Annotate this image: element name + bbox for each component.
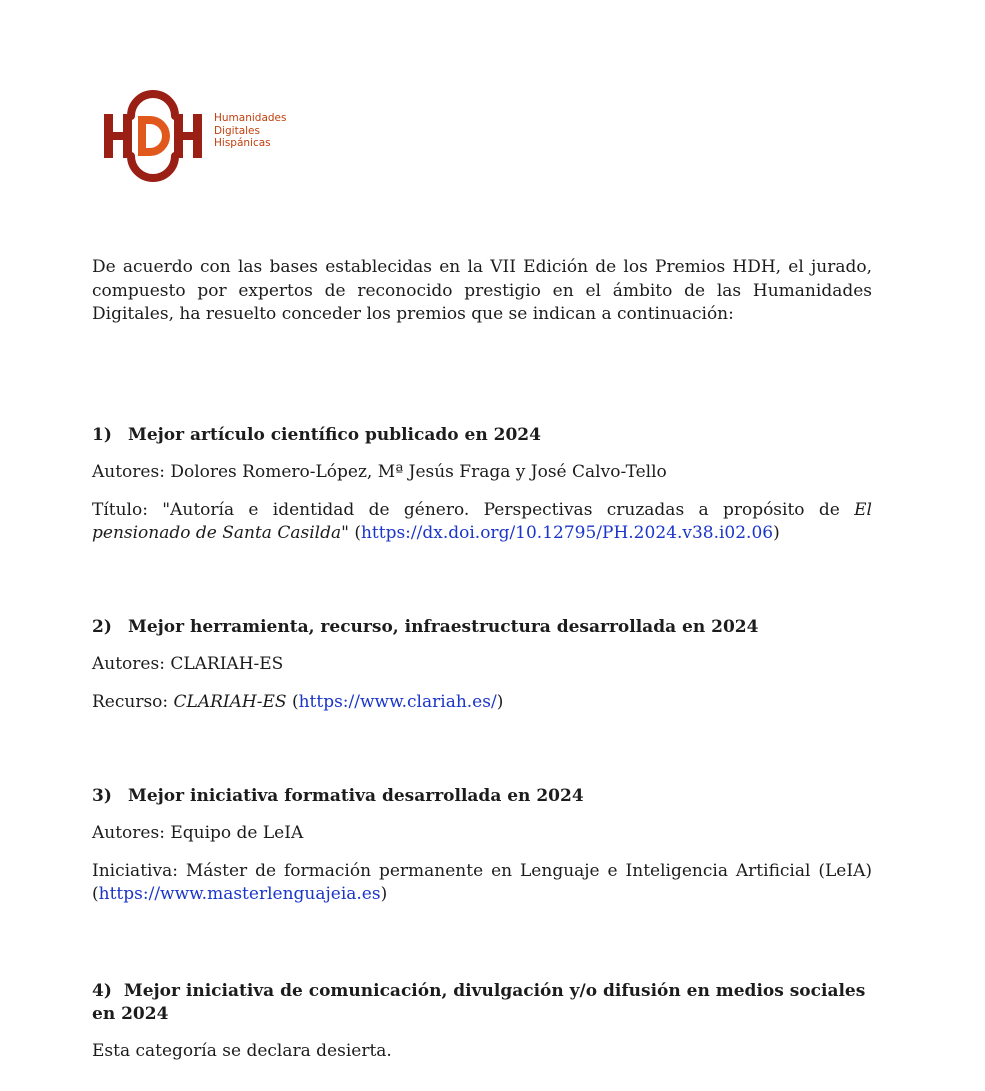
logo-line-3: Hispánicas <box>214 137 271 149</box>
section-number: 1) <box>92 425 112 445</box>
award-section-3 <box>92 785 872 907</box>
section-item <box>92 860 872 907</box>
item-text: "Autoría e identidad de género. Perspectivas cruzadas a propósito de <box>162 499 855 520</box>
intro-paragraph: De acuerdo con las bases establecidas en la VII Edición de los Premios HDH, el jurado, compuesto por expertos de reconocido prestigio en el ámbito de las Humanidades Digitales, ha resuelto conceder los premios que se indican a continuación: <box>92 257 872 324</box>
item-italic-title: El pensionado de Santa Casilda" <box>92 499 872 543</box>
section-item <box>92 691 872 715</box>
close-paren: ) <box>773 523 780 543</box>
section-authors: Autores: Equipo de LeIA <box>92 823 304 843</box>
open-paren: ( <box>348 523 361 543</box>
logo-top-arc <box>131 94 175 116</box>
logo-h-left-bar <box>104 132 132 140</box>
section-number: 3) <box>92 786 112 806</box>
logo-d-letter <box>138 116 170 156</box>
section-heading <box>92 424 872 447</box>
logo-line-2: Digitales <box>214 124 260 137</box>
section-heading <box>92 785 872 808</box>
section-title: Mejor herramienta, recurso, infraestructura desarrollada en 2024 <box>128 617 759 637</box>
item-label: Título: <box>92 499 163 520</box>
logo-bottom-arc <box>131 156 175 178</box>
section-authors: Autores: Dolores Romero-López, Mª Jesús Fraga y José Calvo-Tello <box>92 462 667 482</box>
section-heading <box>92 616 872 639</box>
section-result: Esta categoría se declara desierta. <box>92 1041 392 1061</box>
doi-link[interactable]: https://dx.doi.org/10.12795/PH.2024.v38.i02.06 <box>360 523 774 543</box>
section-title: Mejor iniciativa formativa desarrollada en 2024 <box>128 786 584 806</box>
item-text: Máster de formación permanente en Lenguaje e Inteligencia Artificial (LeIA) ( <box>92 860 872 904</box>
close-paren: ) <box>496 691 504 712</box>
section-number: 4) <box>92 981 112 1001</box>
award-section-4 <box>92 980 872 1064</box>
hdh-logo <box>98 80 318 190</box>
close-paren: ) <box>380 884 388 904</box>
section-item <box>92 499 872 546</box>
section-title: Mejor iniciativa de comunicación, divulgación y/o difusión en medios sociales en 2024 <box>92 981 866 1024</box>
logo-wordmark <box>214 112 286 150</box>
logo-line-1: Humanidades <box>214 112 287 124</box>
logo-h-right-bar <box>174 132 202 140</box>
section-title: Mejor artículo científico publicado en 2024 <box>128 425 541 445</box>
item-italic-title: CLARIAH-ES <box>173 691 287 712</box>
section-number: 2) <box>92 617 112 637</box>
hdh-logo-mark <box>98 80 208 190</box>
award-section-2 <box>92 616 872 714</box>
section-heading <box>92 980 872 1026</box>
open-paren: ( <box>286 691 299 712</box>
section-authors: Autores: CLARIAH-ES <box>92 654 284 674</box>
clariah-link[interactable]: https://www.clariah.es/ <box>298 691 497 712</box>
award-section-1 <box>92 424 872 546</box>
item-label: Iniciativa: <box>92 860 186 881</box>
item-label: Recurso: <box>92 691 174 712</box>
master-link[interactable]: https://www.masterlenguajeia.es <box>98 884 381 904</box>
